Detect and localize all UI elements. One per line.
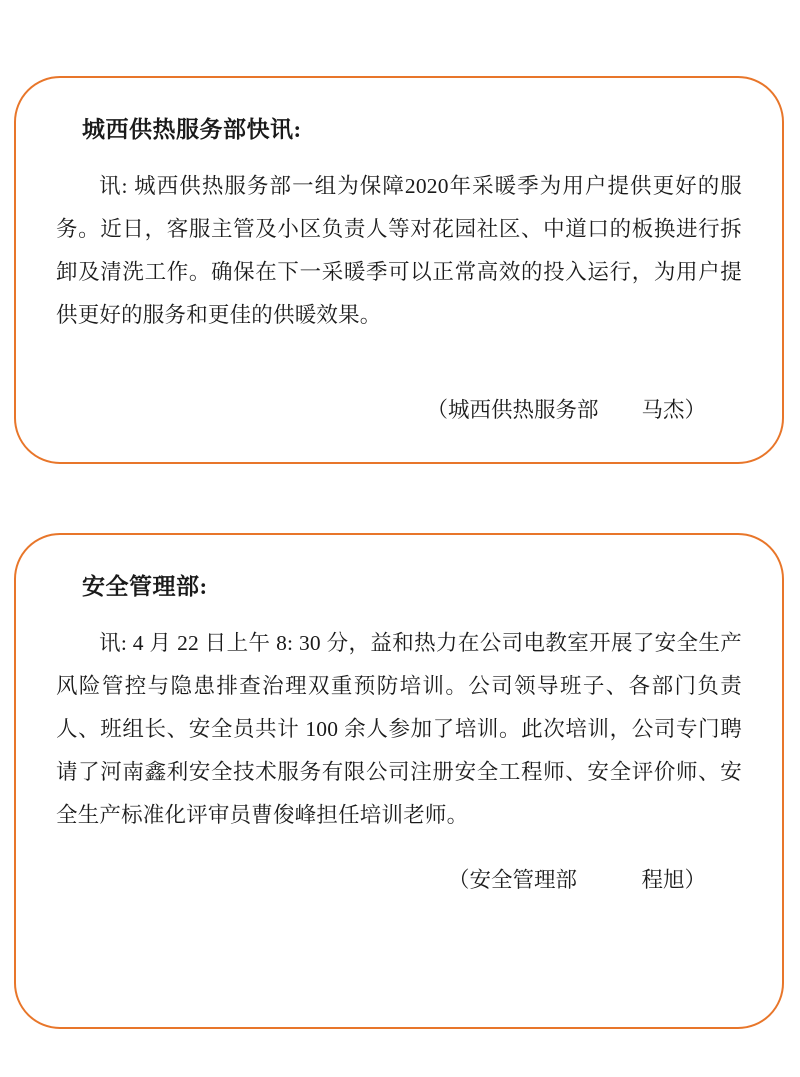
news-card-city-west-heating — [14, 76, 784, 464]
card-title: 城西供热服务部快讯: — [82, 117, 302, 142]
card-signature: （城西供热服务部 马杰） — [426, 397, 706, 422]
news-card-safety-management — [14, 533, 784, 1029]
card-body-text: 讯: 城西供热服务部一组为保障2020年采暖季为用户提供更好的服务。近日，客服主管及小区负责人等对花园社区、中道口的板换进行拆卸及清洗工作。确保在下一采暖季可以正常高效的投入运行，为用户提供更好的服务和更佳的供暖效果。 — [56, 173, 742, 327]
card-body-text: 讯: 4 月 22 日上午 8: 30 分，益和热力在公司电教室开展了安全生产风险管控与隐患排查治理双重预防培训。公司领导班子、各部门负责人、班组长、安全员共计 100 余人参加了培训。此次培训，公司专门聘请了河南鑫利安全技术服务有限公司注册安全工程师、安全评价师、安全生产标准化评审员曹俊峰担任培训老师。 — [56, 630, 742, 827]
card-title: 安全管理部: — [82, 574, 208, 599]
card-signature: （安全管理部 程旭） — [447, 867, 706, 892]
